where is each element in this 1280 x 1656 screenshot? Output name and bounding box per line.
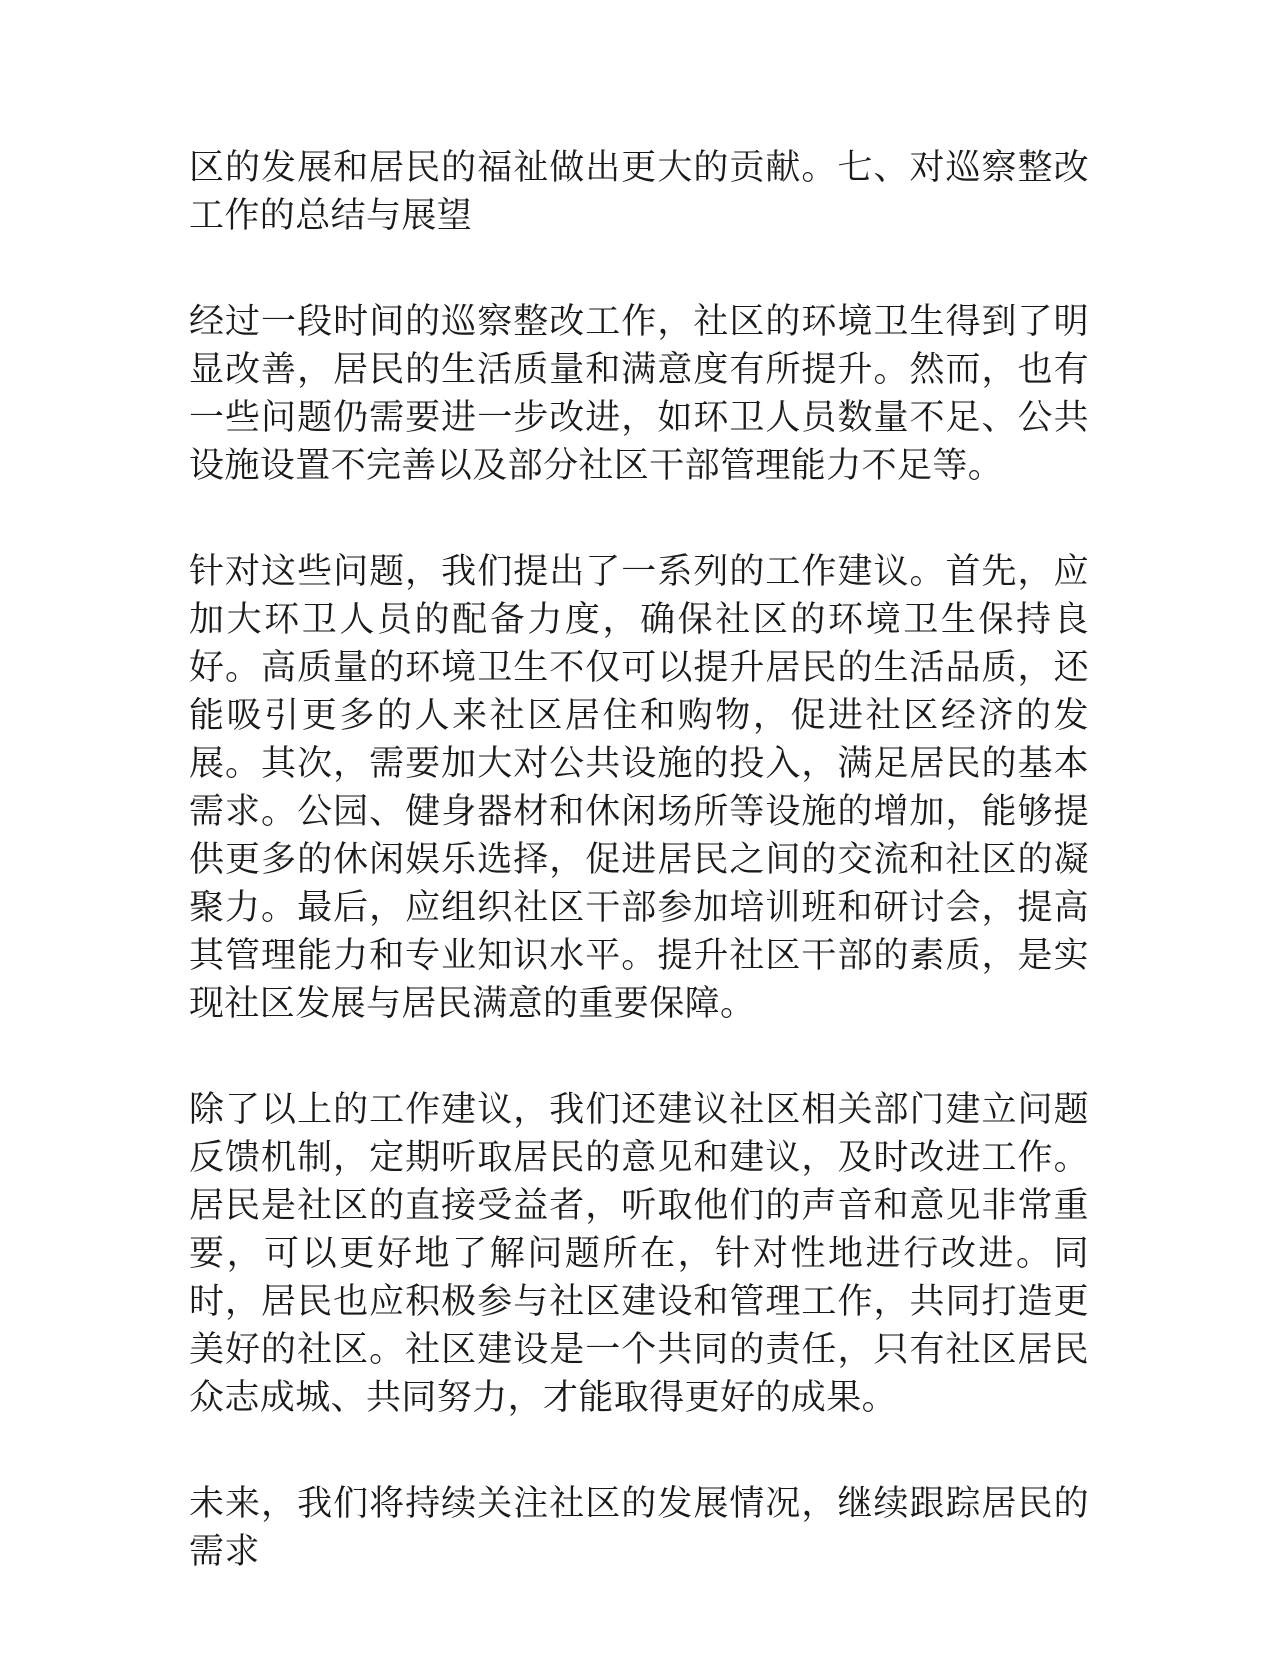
- paragraph-5: 未来，我们将持续关注社区的发展情况，继续跟踪居民的需求: [189, 1484, 1089, 1572]
- paragraph-1: 区的发展和居民的福祉做出更大的贡献。七、对巡察整改工作的总结与展望: [189, 148, 1089, 236]
- paragraph-3: 针对这些问题，我们提出了一系列的工作建议。首先，应加大环卫人员的配备力度，确保社区的环境卫生保持良好。高质量的环境卫生不仅可以提升居民的生活品质，还能吸引更多的人来社区居住和购物，促进社区经济的发展。其次，需要加大对公共设施的投入，满足居民的基本需求。公园、健身器材和休闲场所等设施的增加，能够提供更多的休闲娱乐选择，促进居民之间的交流和社区的凝聚力。最后，应组织社区干部参加培训班和研讨会，提高其管理能力和专业知识水平。提升社区干部的素质，是实现社区发展与居民满意的重要保障。: [189, 552, 1089, 1024]
- document-body: [189, 144, 1089, 1576]
- paragraph-4: 除了以上的工作建议，我们还建议社区相关部门建立问题反馈机制，定期听取居民的意见和建议，及时改进工作。居民是社区的直接受益者，听取他们的声音和意见非常重要，可以更好地了解问题所在，针对性地进行改进。同时，居民也应积极参与社区建设和管理工作，共同打造更美好的社区。社区建设是一个共同的责任，只有社区居民众志成城、共同努力，才能取得更好的成果。: [189, 1090, 1089, 1418]
- paragraph-2: 经过一段时间的巡察整改工作，社区的环境卫生得到了明显改善，居民的生活质量和满意度有所提升。然而，也有一些问题仍需要进一步改进，如环卫人员数量不足、公共设施设置不完善以及部分社区干部管理能力不足等。: [189, 302, 1089, 486]
